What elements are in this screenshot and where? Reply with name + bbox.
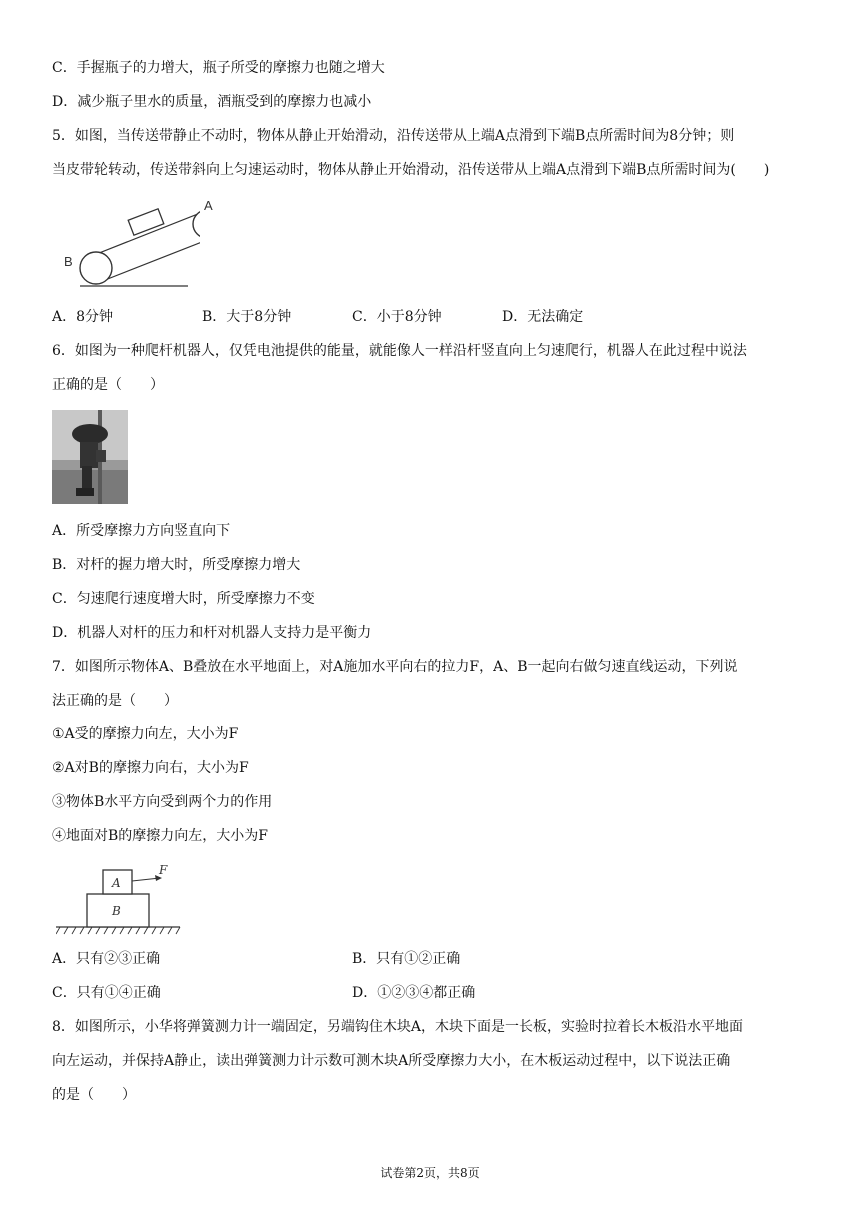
conveyor-belt-figure-right xyxy=(200,196,230,236)
q5-stem-line1: 5．如图，当传送带静止不动时，物体从静止开始滑动，沿传送带从上端A点滑到下端B点所需时间为8分钟；则 xyxy=(52,128,735,144)
q7-statement-4: ④地面对B的摩擦力向左，大小为F xyxy=(52,828,269,844)
page-footer: 试卷第2页，共8页 xyxy=(380,1166,480,1180)
q6-option-d: D．机器人对杆的压力和杆对机器人支持力是平衡力 xyxy=(52,625,372,641)
q4-option-c: C．手握瓶子的力增大，瓶子所受的摩擦力也随之增大 xyxy=(52,60,385,76)
q7-option-d: D．①②③④都正确 xyxy=(352,985,476,1001)
q8-stem-line1: 8．如图所示，小华将弹簧测力计一端固定，另端钩住木块A，木块下面是一长板，实验时拉着长木板沿水平地面 xyxy=(52,1019,744,1035)
pulley-a-icon xyxy=(193,210,200,238)
q5-option-b: B．大于8分钟 xyxy=(202,309,292,325)
block-icon xyxy=(128,209,164,235)
q5-stem-line2: 当皮带轮转动，传送带斜向上匀速运动时，物体从静止开始滑动，沿传送带从上端A点滑到下端B点所需时间为( ) xyxy=(52,162,770,178)
q6-stem-line1: 6．如图为一种爬杆机器人，仅凭电池提供的能量，就能像人一样沿杆竖直向上匀速爬行，机器人在此过程中说法 xyxy=(52,343,747,359)
q7-stem-line1: 7．如图所示物体A、B叠放在水平地面上，对A施加水平向右的拉力F，A、B一起向右做匀速直线运动，下列说 xyxy=(52,659,738,675)
q6-stem-line2: 正确的是（ ） xyxy=(52,377,164,393)
conveyor-belt-figure xyxy=(60,196,200,292)
q7-option-c: C．只有①④正确 xyxy=(52,985,161,1001)
figure-label-f: F xyxy=(159,863,168,877)
q7-stem-line2: 法正确的是（ ） xyxy=(52,693,178,709)
figure-label-a: A xyxy=(112,876,121,890)
q7-statement-2: ②A对B的摩擦力向右，大小为F xyxy=(52,760,249,776)
q7-statement-3: ③物体B水平方向受到两个力的作用 xyxy=(52,794,273,810)
figure-label-b: B xyxy=(64,254,73,269)
q8-stem-line3: 的是（ ） xyxy=(52,1087,136,1103)
robot-icon xyxy=(72,424,108,444)
stacked-blocks-figure xyxy=(56,862,182,938)
q6-option-b: B．对杆的握力增大时，所受摩擦力增大 xyxy=(52,557,301,573)
q7-option-a: A．只有②③正确 xyxy=(52,951,161,967)
q5-option-c: C．小于8分钟 xyxy=(352,309,442,325)
q5-option-a: A．8分钟 xyxy=(52,309,114,325)
figure-label-b: B xyxy=(112,904,121,918)
q7-option-b: B．只有①②正确 xyxy=(352,951,461,967)
q6-option-a: A．所受摩擦力方向竖直向下 xyxy=(52,523,231,539)
q5-option-d: D．无法确定 xyxy=(502,309,584,325)
q4-option-d: D．减少瓶子里水的质量，酒瓶受到的摩擦力也减小 xyxy=(52,94,372,110)
figure-label-a: A xyxy=(204,198,213,213)
q7-statement-1: ①A受的摩擦力向左，大小为F xyxy=(52,726,239,742)
q8-stem-line2: 向左运动，并保持A静止，读出弹簧测力计示数可测木块A所受摩擦力大小，在木板运动过程中，以下说法正确 xyxy=(52,1053,731,1069)
q6-option-c: C．匀速爬行速度增大时，所受摩擦力不变 xyxy=(52,591,315,607)
climbing-robot-photo xyxy=(52,410,128,504)
pulley-b-icon xyxy=(80,252,112,284)
